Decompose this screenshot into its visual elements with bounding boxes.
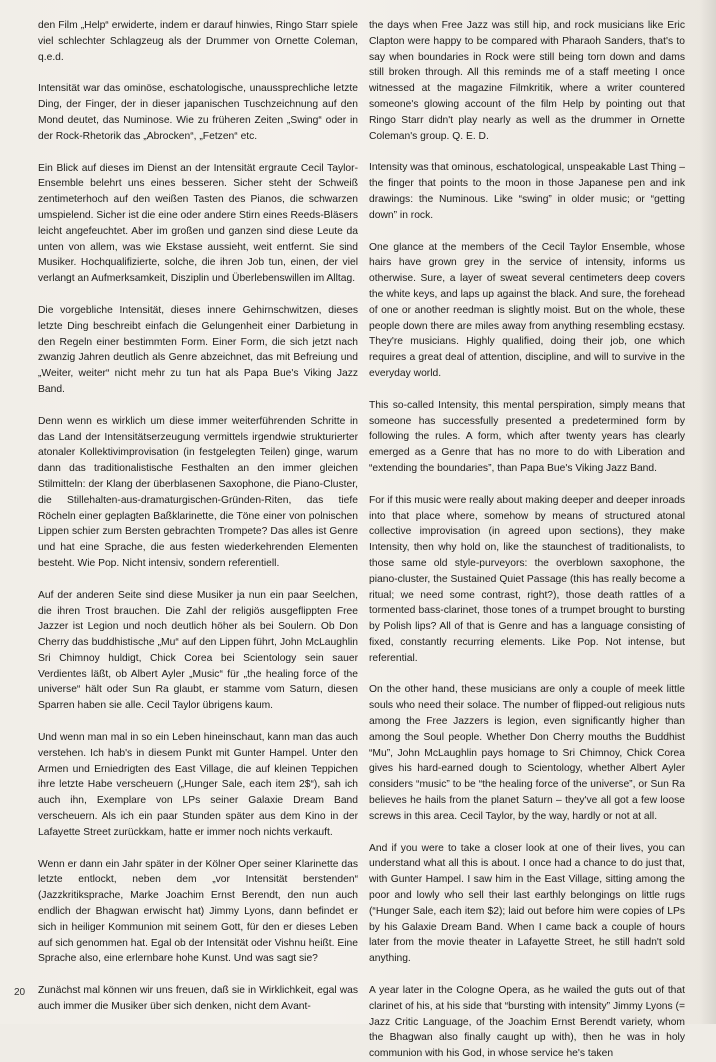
paragraph: Intensity was that ominous, eschatological, unspeakable Last Thing – the finger that points to the moon in those Japanese pen and ink drawings: the Numinous. Like “swing” in older music; or “getting down” in rock. bbox=[369, 162, 685, 221]
paragraph: And if you were to take a closer look at one of their lives, you can understand what all this is about. I once had a chance to do just that, with Gunter Hampel. I saw him in the East Village, sitting among the poor and lowly who sell their last earthly belongings on little rugs (“Hunger Sale, each item $2); laid out before him were copies of LPs by his Galaxie Dream Band. When I came back a couple of hours later from the movie theater in Lafayette Street, he still hadn't sold anything. bbox=[369, 842, 685, 965]
paragraph: Intensität war das ominöse, eschatologische, unaussprechliche letzte Ding, der Finger, der in dieser japanischen Tuschzeichnung auf den Mond deutet, das Numinose. Wie zu früheren Zeiten „Swing“ oder in der Rock-Rhetorik das „Abrocken“, „Fetzen“ etc. bbox=[38, 83, 358, 142]
paragraph: Zunächst mal können wir uns freuen, daß sie in Wirklichkeit, egal was auch immer die Musiker über sich denken, nicht dem Avant- bbox=[38, 985, 358, 1013]
paragraph: den Film „Help“ erwiderte, indem er darauf hinwies, Ringo Starr spiele viel schlechter Schlagzeug als der Drummer von Ornette Coleman, q.e.d. bbox=[38, 20, 358, 63]
paragraph: A year later in the Cologne Opera, as he wailed the guts out of that clarinet of his, at his side that “bursting with intensity” Jimmy Lyons (= Jazz Critic Language, of the Joachim Ernst Berendt variety, whom the Bhagwan also finally caught up with), then he was in holy communion with his God, in whose service he's taken bbox=[369, 985, 685, 1060]
paragraph: Wenn er dann ein Jahr später in der Kölner Oper seiner Klarinette das letzte entlockt, neben dem „vor Intensität berstenden“ (Jazzkritiksprache, Marke Joachim Ernst Berendt, den nun auch endlich der Bhagwan erwischt hat) Jimmy Lyons, dann befindet er sich in heiliger Kommunion mit seinem Gott, für den er dieses Leben auf sich genommen hat. Egal ob der Intensität oder Vishnu heißt. Eine Sprache also, eine erlernbare hohe Kunst. Und was sagt sie? bbox=[38, 858, 358, 965]
paragraph: Ein Blick auf dieses im Dienst an der Intensität ergraute Cecil Taylor-Ensemble belehrt uns eines besseren. Sicher steht der Schweiß zentimeterhoch auf den weißen Tasten des Pianos, die schwarzen umspielend. Sicher ist die eine oder andere Stirn eines Reeds-Bläsers leicht angefeuchtet. Aber im großen und ganzen sind diese Leute da unten von allem, was wie Ekstase aussieht, weit entfernt. Sie sind Musiker. Hochqualifizierte, solche, die ihren Job tun, einen, der viel verlangt an Aufmerksamkeit, Disziplin und Überlebenswillen im Alltag. bbox=[38, 162, 358, 285]
paragraph: On the other hand, these musicians are only a couple of meek little souls who need their solace. The number of flipped-out religious nuts among the Free Jazzers is legion, even significantly higher than among the Soul people. Whether Don Cherry mouths the Buddhist “Mu”, John McLaughlin pays homage to Sri Chimnoy, Chick Corea gives his hard-earned dough to Scientology, whether Albert Ayler considers “music” to be “the healing force of the universe”, or Sun Ra believes he hails from the planet Saturn – they've all got a few loose screws in this area. Cecil Taylor, by the way, hardly or not at all. bbox=[369, 684, 685, 822]
paragraph: One glance at the members of the Cecil Taylor Ensemble, whose hairs have grown grey in the service of intensity, informs us otherwise. Sure, a layer of sweat several centimeters deep covers the white keys, and laps up against the black. And sure, the forehead of one or another reedman is slightly moist. But on the whole, these people down there are miles away from anything resembling ecstasy. They're musicians. Highly qualified, doing their job, one which requires a great deal of attention, discipline, and will to survive in the everyday world. bbox=[369, 241, 685, 379]
english-text-column bbox=[369, 18, 685, 1060]
paragraph: Denn wenn es wirklich um diese immer weiterführenden Schritte in das Land der Intensitätserzeugung vermittels irgendwie strukturierter atonaler Kollektivimprovisation (in festgelegten Teilen) ginge, warum dann das traditionalistische Festhalten an den immer gleichen Stilmitteln: der Klang der überblasenen Saxophone, die Piano-Cluster, die Stillehalten-aus-dramaturgischen-Gründen-Riten, das tiefe Röcheln einer geplagten Baßklarinette, die Töne einer von polnischen Lippen schier zum Bersten gebrachten Trompete? Das alles ist Genre und hat eine Sprache, die aus festen wiederkehrenden Elementen besteht. Wie Pop. Nicht intensiv, sondern referentiell. bbox=[38, 415, 358, 569]
page-number: 20 bbox=[14, 987, 26, 998]
german-text-column bbox=[38, 18, 358, 1013]
paragraph: Und wenn man mal in so ein Leben hineinschaut, kann man das auch verstehen. Ich hab's in diesem Punkt mit Gunter Hampel. Unter den Armen und Erniedrigten des East Village, die auf kleinen Teppichen ihre letzte Habe verscheuern („Hunger Sale, each item 2$“), sah ich auch ihn, Exemplare von LPs seiner Galaxie Dream Band verscheuern. Als ich ein paar Stunden später aus dem Kino in der Lafayette Street zurückkam, hatte er immer noch nichts verkauft. bbox=[38, 732, 358, 838]
page-edge-shadow bbox=[700, 0, 716, 1024]
paragraph: For if this music were really about making deeper and deeper inroads into that place where, somehow by means of structured atonal collective improvisation (in agreed upon sections), they make Intensity, then why hold on, like the staunchest of traditionalists, to those same old style-purveyors: the overblown saxophone, the piano-cluster, the Sustained Quiet Passage (this has really become a ritual; we need some contrast, right?), those death rattles of a tormented bass-clarinet, those tones of a trumpet brought to bursting by Polish lips? All of that is Genre and has a language consisting of fixed, constantly recurring elements. Like Pop. Not intense, but referential. bbox=[369, 494, 685, 664]
paragraph: Die vorgebliche Intensität, dieses innere Gehirnschwitzen, dieses letzte Ding beschreibt einfach die Gelungenheit einer Darbietung in den Regeln einer bestimmten Form. Einer Form, die sich jetzt nach zwanzig Jahren deutlich als Genre abzeichnet, das mit Befreiung und „Weiter, weiter“ nicht mehr zu tun hat als Papa Bue's Viking Jazz Band. bbox=[38, 304, 358, 395]
paragraph: the days when Free Jazz was still hip, and rock musicians like Eric Clapton were happy to be compared with Pharaoh Sanders, that's to say when boundaries in Rock were still being torn down and dams still broken through. All this reminds me of a staff meeting I once witnessed at the magazine Filmkritik, where a writer countered someone's glowing account of the film Help by pointing out that Ringo Starr didn't play nearly as well as the drummer in Ornette Coleman's group. Q. E. D. bbox=[369, 20, 685, 142]
paragraph: Auf der anderen Seite sind diese Musiker ja nun ein paar Seelchen, die ihren Trost brauchen. Die Zahl der religiös ausgeflippten Free Jazzer ist Legion und noch deutlich höher als bei Soulern. Ob Don Cherry das buddhistische „Mu“ auf den Lippen führt, John McLaughlin Sri Chimnoy huldigt, Chick Corea bei Scientology sein sauer Verdientes läßt, ob Albert Ayler „Music“ für „the healing force of the universe“ hält oder Sun Ra glaubt, er stamme vom Saturn, diesen Sparren haben sie alle. Cecil Taylor übrigens kaum. bbox=[38, 589, 358, 712]
paragraph: This so-called Intensity, this mental perspiration, simply means that someone has successfully presented a predetermined form by following the rules. A form, which after twenty years has clearly emerged as a Genre that has no more to do with Liberation and “extending the boundaries”, than Papa Bue's Viking Jazz Band. bbox=[369, 399, 685, 474]
